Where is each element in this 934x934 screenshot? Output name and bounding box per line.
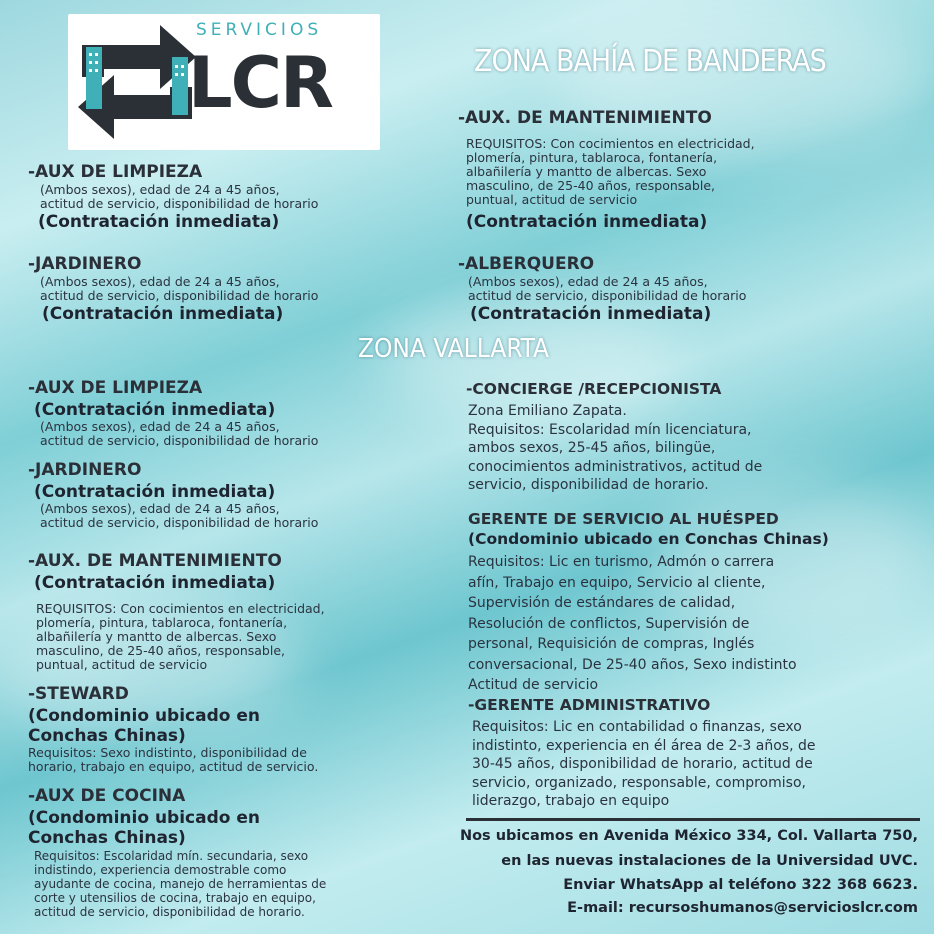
vallarta-job-text: Requisitos: Sexo indistinto, disponibilidad de horario, trabajo en equipo, actitud de servicio. (28, 745, 319, 774)
bahia-job-title: -JARDINERO (28, 254, 142, 274)
vallarta-job-text: Requisitos: Lic en contabilidad o finanzas, sexo indistinto, experiencia en él área de 2-3 años, de 30-45 años, disponibilidad de horario, actitud de servicio, organizado, responsable, compromiso, liderazgo, trabajo en equipo (472, 719, 816, 809)
bahia-job-text: REQUISITOS: Con cocimientos en electricidad, plomería, pintura, tablaroca, fontanería, albañilería y mantto de albercas. Sexo masculino, de 25-40 años, responsable, puntual, actitud de servicio (466, 136, 755, 207)
zone-bahia-title: ZONA BAHÍA DE BANDERAS (474, 44, 826, 79)
bahia-job-title: -AUX. DE MANTENIMIENTO (458, 108, 712, 128)
bahia-job-contract: (Contratación inmediata) (42, 304, 284, 324)
bahia-job-contract: (Contratación inmediata) (466, 212, 708, 232)
vallarta-job-text: Zona Emiliano Zapata. Requisitos: Escolaridad mín licenciatura, ambos sexos, 25-45 años, bilingüe, conocimientos administrativos, actitud de servicio, disponibilidad de horario. (468, 403, 763, 493)
bahia-job-text: (Ambos sexos), edad de 24 a 45 años, actitud de servicio, disponibilidad de horario (468, 274, 747, 303)
vallarta-job-contract: (Contratación inmediata) (34, 482, 276, 502)
vallarta-job-title: -STEWARD (28, 684, 129, 704)
footer-address-line: Nos ubicamos en Avenida México 334, Col. Vallarta 750, (459, 828, 918, 844)
vallarta-job-contract: (Contratación inmediata) (34, 573, 276, 593)
vallarta-job-title: -GERENTE ADMINISTRATIVO (468, 696, 711, 714)
bahia-job-contract: (Contratación inmediata) (38, 212, 280, 232)
bahia-job-title: -AUX DE LIMPIEZA (28, 162, 203, 182)
bahia-job-contract: (Contratación inmediata) (470, 304, 712, 324)
vallarta-job-title: -AUX DE COCINA (28, 786, 186, 806)
vallarta-job-text: (Ambos sexos), edad de 24 a 45 años, actitud de servicio, disponibilidad de horario (40, 419, 319, 448)
vallarta-job-title: GERENTE DE SERVICIO AL HUÉSPED (468, 510, 779, 528)
vallarta-job-title: -AUX DE LIMPIEZA (28, 378, 203, 398)
zone-vallarta-title: ZONA VALLARTA (358, 334, 549, 364)
vallarta-job-title: -JARDINERO (28, 460, 142, 480)
vallarta-job-title: -AUX. DE MANTENIMIENTO (28, 551, 282, 571)
footer-email: E-mail: recursoshumanos@servicioslcr.com (567, 900, 918, 916)
logo-text: LCR (188, 42, 332, 124)
logo (68, 14, 380, 150)
vallarta-job-contract: (Contratación inmediata) (34, 400, 276, 420)
vallarta-job-text: Requisitos: Lic en turismo, Admón o carrera afín, Trabajo en equipo, Servicio al cliente, Supervisión de estándares de calidad, Resolución de conflictos, Supervisión de personal, Requisición de compras, Inglés conversacional, De 25-40 años, Sexo indistinto Actitud de servicio (468, 554, 797, 693)
logo-subtitle: SERVICIOS (196, 20, 323, 40)
bahia-job-text: (Ambos sexos), edad de 24 a 45 años, actitud de servicio, disponibilidad de horario (40, 274, 319, 303)
bahia-job-title: -ALBERQUERO (458, 254, 595, 274)
vallarta-job-location: (Condominio ubicado en Conchas Chinas) (28, 808, 260, 848)
footer-divider (466, 818, 920, 821)
bahia-job-text: (Ambos sexos), edad de 24 a 45 años, actitud de servicio, disponibilidad de horario (40, 182, 319, 211)
vallarta-job-location: (Condominio ubicado en Conchas Chinas) (28, 706, 260, 746)
vallarta-job-location: (Condominio ubicado en Conchas Chinas) (468, 530, 829, 548)
logo-arrows-icon (72, 17, 202, 147)
footer-address-line: en las nuevas instalaciones de la Universidad UVC. (501, 853, 918, 869)
vallarta-job-title: -CONCIERGE /RECEPCIONISTA (466, 380, 722, 398)
footer-whatsapp: Enviar WhatsApp al teléfono 322 368 6623. (563, 877, 918, 893)
vallarta-job-text: Requisitos: Escolaridad mín. secundaria, sexo indistindo, experiencia demostrable como ayudante de cocina, manejo de herramientas de corte y utensilios de cocina, trabajo en equipo, actitud de servicio, disponibilidad de horario. (34, 849, 327, 919)
vallarta-job-text: REQUISITOS: Con cocimientos en electricidad, plomería, pintura, tablaroca, fontanería, albañilería y mantto de albercas. Sexo masculino, de 25-40 años, responsable, puntual, actitud de servicio (36, 601, 325, 672)
vallarta-job-text: (Ambos sexos), edad de 24 a 45 años, actitud de servicio, disponibilidad de horario (40, 501, 319, 530)
